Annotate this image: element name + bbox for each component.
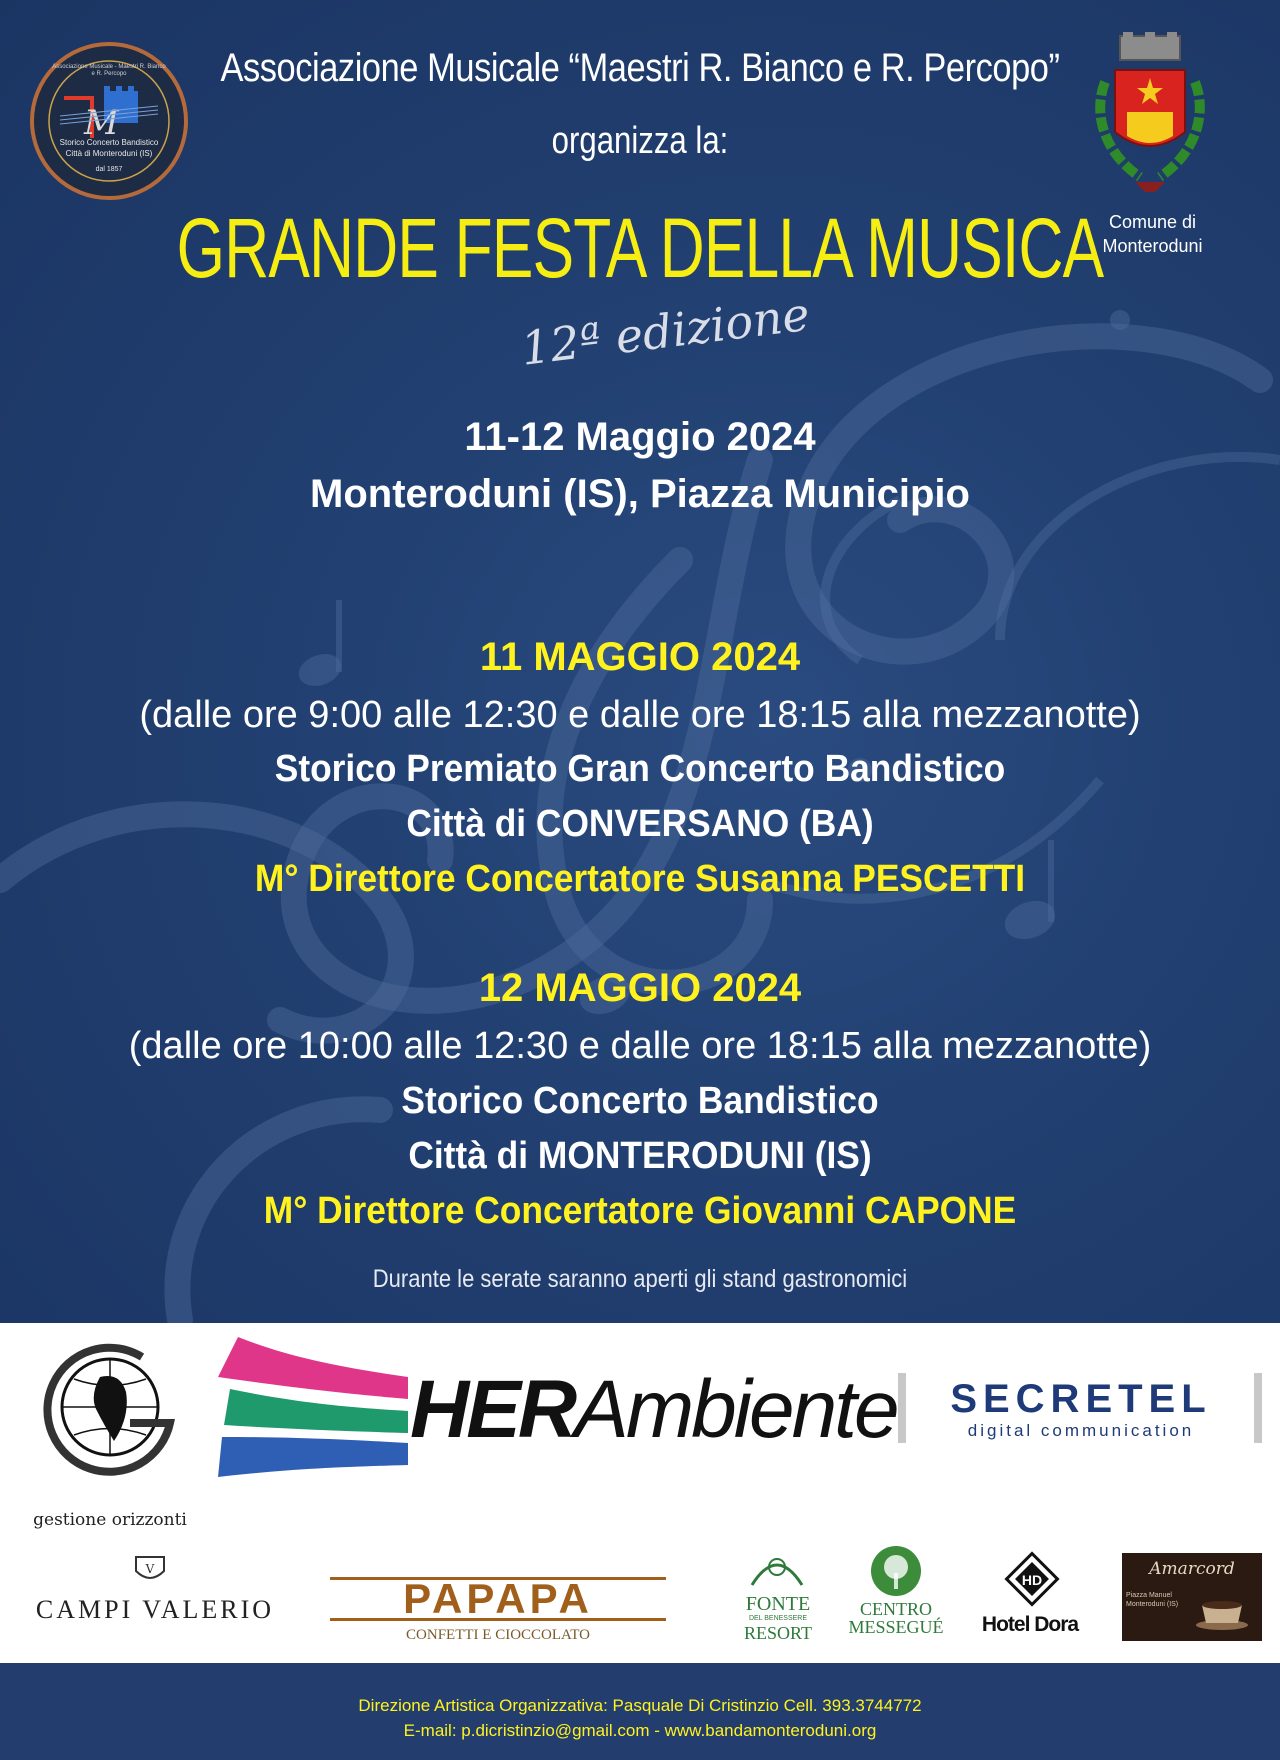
event-dates: 11-12 Maggio 2024 — [464, 415, 816, 459]
coffee-cup-icon — [1192, 1593, 1252, 1633]
centro-line2: MESSEGUÉ — [848, 1617, 944, 1637]
gestione-orizzonti-label: gestione orizzonti — [33, 1510, 187, 1530]
association-logo-since: dal 1857 — [95, 166, 123, 173]
day2-city: Città di MONTERODUNI (IS) — [408, 1135, 872, 1177]
day2-band: Storico Concerto Bandistico — [401, 1080, 879, 1122]
bar-amarcord-logo — [1122, 1553, 1262, 1641]
event-place: Monteroduni (IS), Piazza Municipio — [310, 472, 970, 516]
svg-text:M: M — [84, 103, 119, 143]
bar-amarcord-subtitle: Piazza Manuel Monteroduni (IS) — [1126, 1592, 1179, 1608]
day1-city: Città di CONVERSANO (BA) — [406, 803, 874, 845]
centro-line1: CENTRO — [860, 1599, 932, 1619]
association-heading: Associazione Musicale “Maestri R. Bianco e R. Percopo” — [220, 46, 1060, 90]
fonte-line1: FONTE — [745, 1593, 811, 1615]
secretel-name: SECRETEL — [950, 1377, 1212, 1421]
papapa-logo — [330, 1577, 666, 1649]
secretel-logo — [898, 1373, 1262, 1443]
fonte-line3: RESORT — [744, 1623, 812, 1643]
fonte-resort-icon — [742, 1545, 812, 1595]
event-title: GRANDE FESTA DELLA MUSICA — [176, 201, 1104, 295]
svg-text:V: V — [145, 1562, 155, 1576]
hotel-dora-icon — [1004, 1551, 1060, 1607]
footer-email-line: E-mail: p.dicristinzio@gmail.com - www.bandamonteroduni.org — [403, 1721, 877, 1740]
footer-contact-line: Direzione Artistica Organizzativa: Pasquale Di Cristinzio Cell. 393.3744772 — [358, 1696, 922, 1715]
association-logo-ring-text: Associazione Musicale - Maestri R. Bianco e R. Percopo — [52, 64, 166, 77]
papapa-subtitle: CONFETTI E CIOCCOLATO — [406, 1627, 590, 1643]
papapa-name: PAPAPA — [330, 1577, 666, 1621]
heraambiente-bold: HER — [410, 1364, 575, 1455]
stand-note: Durante le serate saranno aperti gli stand gastronomici — [372, 1265, 908, 1293]
edition-text: 12ª edizione — [518, 286, 813, 376]
bar-amarcord-name: Amarcord — [1149, 1559, 1235, 1579]
day1-director: M° Direttore Concertatore Susanna PESCETTI — [254, 858, 1026, 900]
day1-hours: (dalle ore 9:00 alle 12:30 e dalle ore 18:15 alla mezzanotte) — [139, 694, 1141, 736]
campi-valerio-crest-icon — [132, 1553, 168, 1585]
day2-director: M° Direttore Concertatore Giovanni CAPONE — [263, 1190, 1017, 1232]
campi-valerio-label: CAMPI VALERIO — [35, 1595, 275, 1624]
globe-icon — [30, 1337, 190, 1477]
day1-band: Storico Premiato Gran Concerto Bandistico — [274, 748, 1006, 790]
fonte-line2: DEL BENESSERE — [748, 1615, 808, 1622]
day2-hours: (dalle ore 10:00 alle 12:30 e dalle ore 18:15 alla mezzanotte) — [128, 1025, 1152, 1067]
footer — [0, 1663, 1280, 1760]
centro-messegue-icon — [868, 1543, 924, 1599]
association-logo-line2: Città di Monteroduni (IS) — [65, 149, 153, 158]
comune-label: Comune di Monteroduni — [1102, 212, 1203, 256]
day2-date: 12 MAGGIO 2024 — [478, 966, 802, 1010]
heraambiente-flag-icon — [218, 1337, 408, 1477]
organizes-text: organizza la: — [551, 120, 729, 162]
sponsors-section — [0, 1323, 1280, 1663]
association-logo-line1: Storico Concerto Bandistico — [59, 138, 159, 147]
secretel-subtitle: digital communication — [967, 1421, 1195, 1440]
heraambiente-rest: Ambiente — [574, 1364, 897, 1455]
hotel-dora-label: Hotel Dora — [981, 1613, 1079, 1636]
day1-date: 11 MAGGIO 2024 — [479, 635, 801, 679]
svg-text:HD: HD — [1021, 1572, 1043, 1588]
heraambiente-logo — [410, 1363, 897, 1457]
